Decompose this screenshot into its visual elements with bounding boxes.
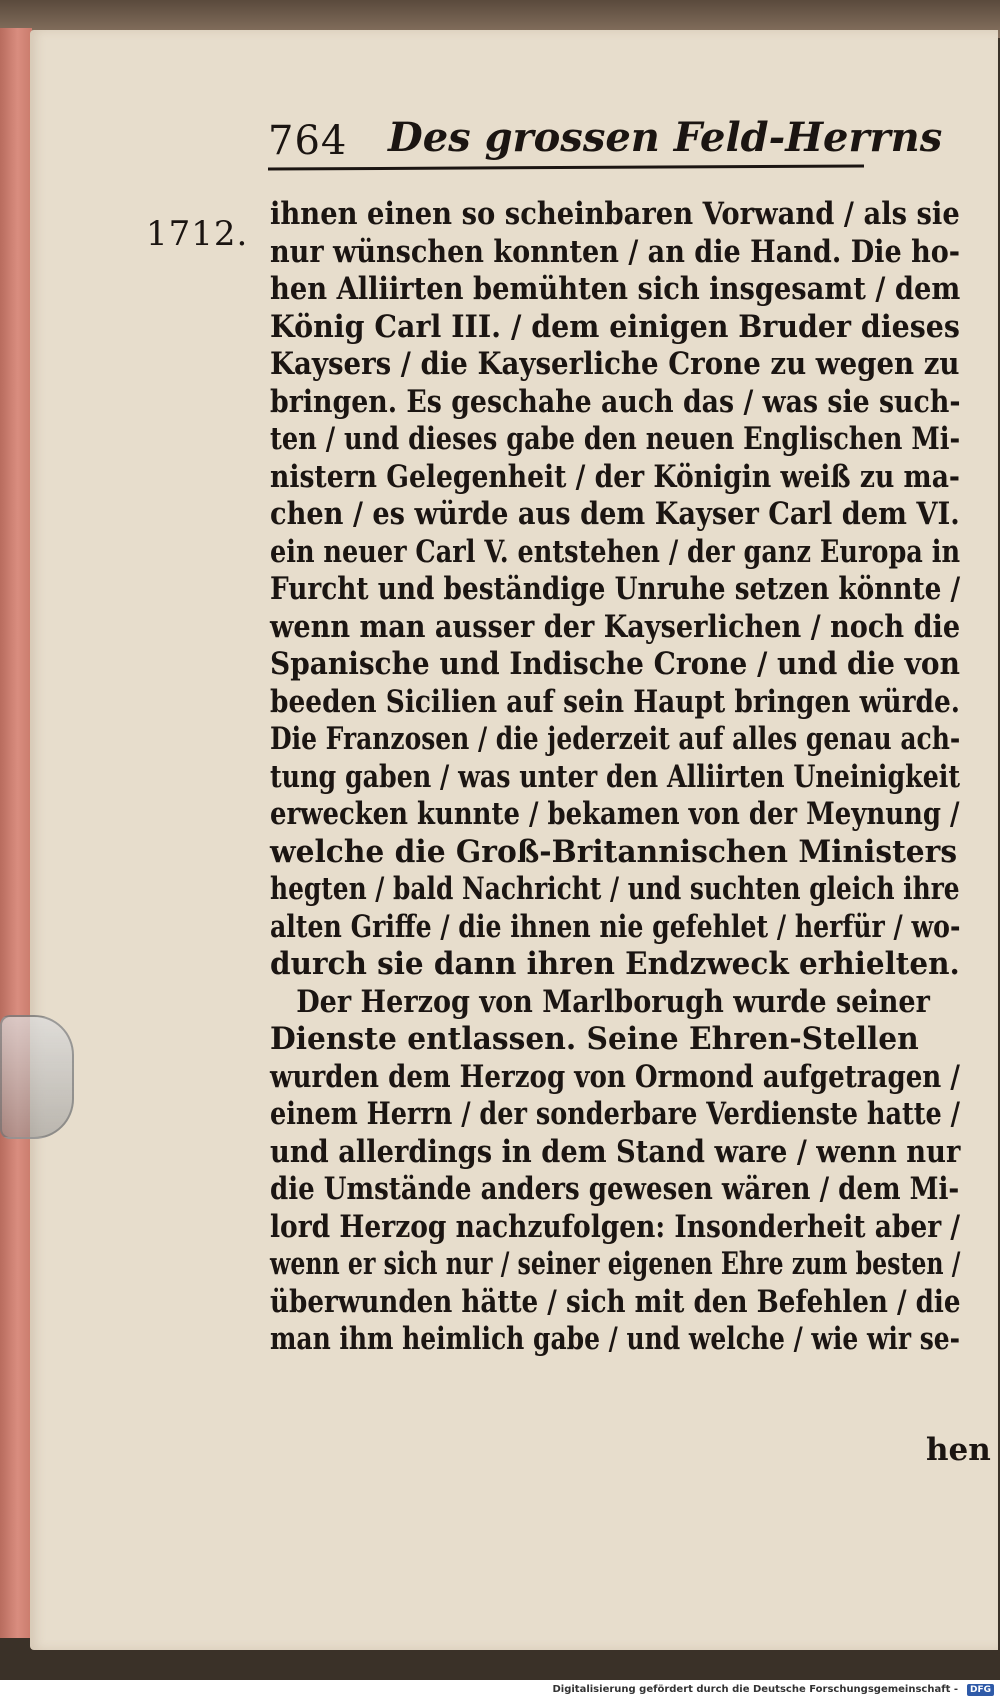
dfg-logo: DFG	[967, 1684, 994, 1696]
margin-year: 1712.	[146, 214, 249, 254]
text-line: Dienste entlassen. Seine Ehren-Stellen	[270, 1021, 919, 1057]
text-line: ten / und dieses gabe den neuen Englischen Mi-	[270, 421, 961, 457]
text-line: beeden Sicilien auf sein Haupt bringen würde.	[270, 683, 960, 720]
text-line: durch sie dann ihren Endzweck erhielten.	[270, 946, 960, 982]
text-line: wurden dem Herzog von Ormond aufgetragen /	[270, 1058, 960, 1095]
text-line: hen Alliirten bemühten sich insgesamt / dem	[270, 271, 961, 307]
body-text	[270, 196, 990, 1446]
text-line: einem Herrn / der sonderbare Verdienste hatte /	[270, 1096, 960, 1132]
text-line: wenn man ausser der Kayserlichen / noch die	[270, 608, 961, 645]
text-line: alten Griffe / die ihnen nie gefehlet / herfür / wo-	[270, 908, 961, 945]
text-line: chen / es würde aus dem Kayser Carl dem VI.	[270, 496, 960, 532]
footer-text: Digitalisierung gefördert durch die Deutsche Forschungsgemeinschaft -	[552, 1684, 958, 1695]
text-line: Furcht und beständige Unruhe setzen könnte /	[270, 571, 961, 607]
text-line: nur wünschen konnten / an die Hand. Die ho-	[270, 233, 961, 270]
text-line: erwecken kunnte / bekamen von der Meynung /	[270, 796, 960, 832]
text-line: wenn er sich nur / seiner eigenen Ehre zum besten /	[270, 1246, 961, 1282]
text-line: lord Herzog nachzufolgen: Insonderheit aber /	[270, 1208, 961, 1245]
text-line: hegten / bald Nachricht / und suchten gleich ihre	[270, 871, 960, 907]
text-line: die Umstände anders gewesen wären / dem Mi-	[270, 1171, 960, 1207]
page-number: 764	[268, 118, 348, 164]
page-edges	[0, 28, 32, 1638]
footer-bar	[0, 1680, 1000, 1702]
text-line: Der Herzog von Marlborugh wurde seiner	[296, 983, 930, 1020]
text-line: und allerdings in dem Stand ware / wenn nur	[270, 1133, 961, 1170]
text-line: Die Franzosen / die jederzeit auf alles genau ach-	[270, 721, 961, 757]
page-header	[268, 104, 943, 170]
text-line: nistern Gelegenheit / der Königin weiß zu ma-	[270, 458, 960, 495]
text-line: man ihm heimlich gabe / und welche / wie wir se-	[270, 1321, 961, 1357]
text-line: ein neuer Carl V. entstehen / der ganz Europa in	[270, 533, 961, 570]
text-line: Spanische und Indische Crone / und die von	[270, 646, 960, 682]
text-line: tung gaben / was unter den Alliirten Uneinigkeit	[270, 758, 961, 795]
text-line: ihnen einen so scheinbaren Vorwand / als sie	[270, 196, 960, 232]
text-line: Kaysers / die Kayserliche Crone zu wegen zu	[270, 346, 960, 382]
running-title: Des grossen Feld-Herrns	[388, 114, 943, 161]
text-line: überwunden hätte / sich mit den Befehlen / die	[270, 1283, 961, 1320]
catchword: hen	[926, 1432, 991, 1468]
text-line: bringen. Es geschahe auch das / was sie such-	[270, 383, 961, 420]
text-line: König Carl III. / dem einigen Bruder dieses	[270, 308, 960, 345]
text-line: welche die Groß-Britannischen Ministers	[270, 833, 958, 870]
page-clip	[0, 1015, 74, 1139]
